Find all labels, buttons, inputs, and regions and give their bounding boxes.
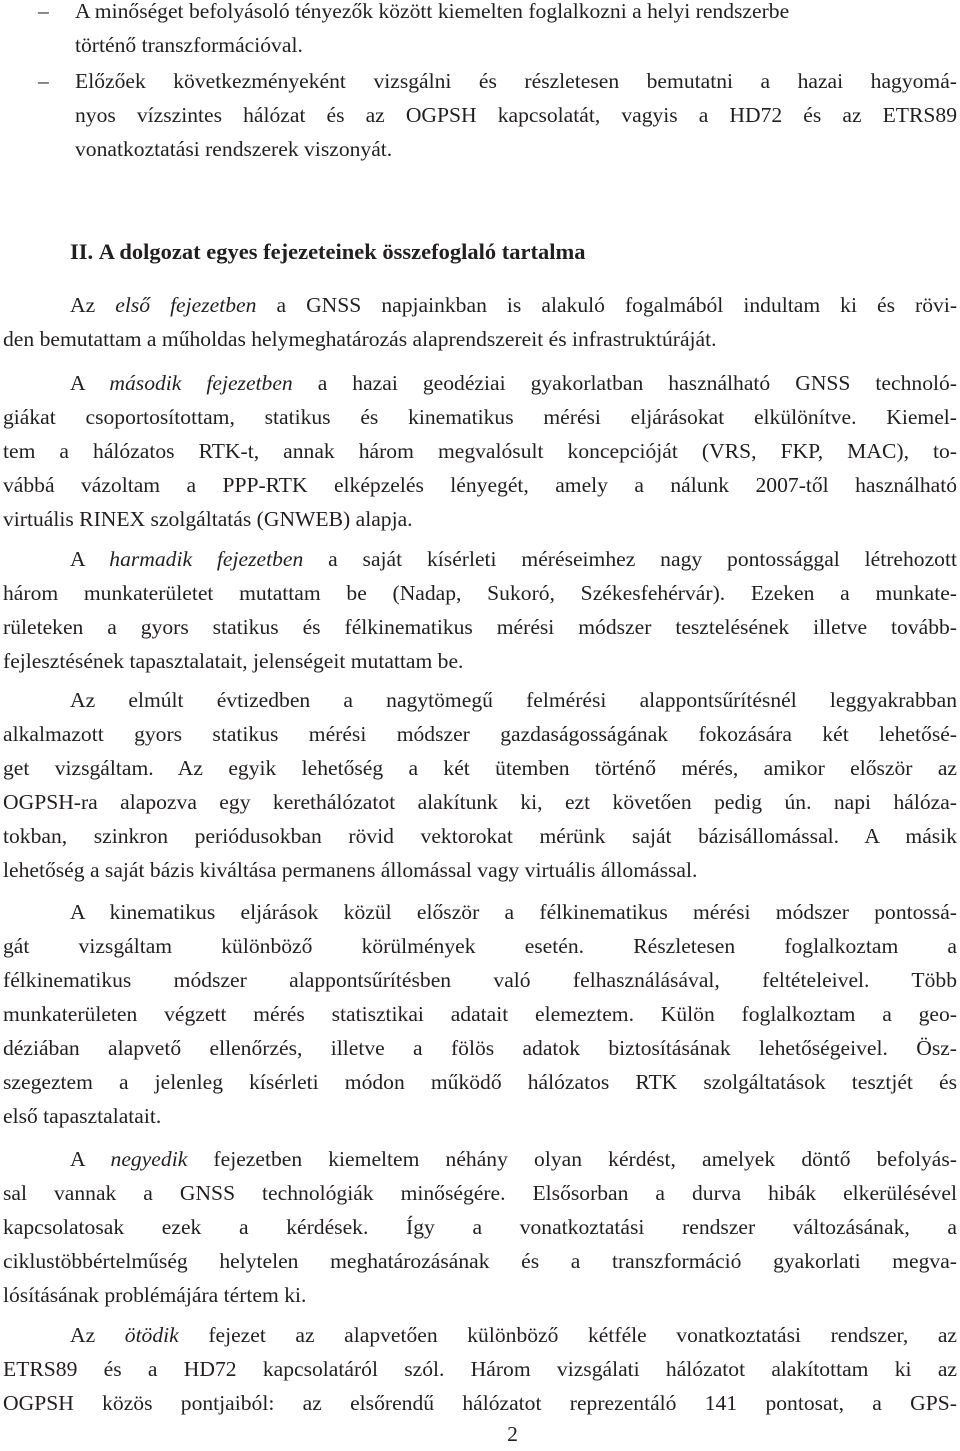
para6-line-2: sal vannak a GNSS technológiák minőségére. Elsősorban a durva hibák elkerülésével — [3, 1181, 957, 1205]
para7-line-3: OGPSH közös pontjaiból: az elsőrendű hálózatot reprezentáló 141 pontosat, a GPS- — [3, 1391, 957, 1415]
bullet-1-line-1: A minőséget befolyásoló tényezők között kiemelten foglalkozni a helyi rendszerbe — [75, 0, 790, 23]
section-number: II. — [70, 239, 94, 264]
section-title: A dolgozat egyes fejezeteinek összefoglaló tartalma — [98, 239, 586, 264]
para6-line-3: kapcsolatosak ezek a kérdések. Így a vonatkoztatási rendszer változásának, a — [3, 1215, 957, 1239]
para3-line-3: rületeken a gyors statikus és félkinematikus mérési módszer tesztelésének illetve tovább- — [3, 615, 957, 639]
bullet-dash: – — [38, 69, 49, 93]
bullet-dash: – — [38, 0, 49, 23]
bullet-1-line-2: történő transzformációval. — [75, 33, 303, 57]
para4-line-1: Az elmúlt évtizedben a nagytömegű felmérési alappontsűrítésnél leggyakrabban — [70, 688, 957, 712]
chapter-ref: negyedik — [110, 1147, 188, 1171]
para2-line-3: tem a hálózatos RTK-t, annak három megvalósult koncepcióját (VRS, FKP, MAC), to- — [3, 439, 957, 463]
para4-line-4: OGPSH-ra alapozva egy kerethálózatot alakítunk ki, ezt követően pedig ún. napi hálóza- — [3, 790, 957, 814]
bullet-2-line-2: nyos vízszintes hálózat és az OGPSH kapcsolatát, vagyis a HD72 és az ETRS89 — [75, 103, 957, 127]
para4-line-5: tokban, szinkron periódusokban rövid vektorokat mérünk saját bázisállomással. A másik — [3, 824, 957, 848]
para7-line-1: Az ötödik fejezet az alapvetően különböző kétféle vonatkoztatási rendszer, az — [70, 1323, 958, 1347]
para4-line-6: lehetőség a saját bázis kiváltása permanens állomással vagy virtuális állomással. — [3, 858, 698, 882]
section-heading — [70, 235, 586, 269]
chapter-ref: ötödik — [124, 1323, 179, 1347]
para5-line-6: szegeztem a jelenleg kísérleti módon működő hálózatos RTK szolgáltatások tesztjét és — [3, 1070, 957, 1094]
para5-line-7: első tapasztalatait. — [3, 1104, 162, 1128]
para4-line-2: alkalmazott gyors statikus mérési módszer gazdaságosságának fokozására két lehetősé- — [3, 722, 957, 746]
para3-line-2: három munkaterületet mutattam be (Nadap, Sukoró, Székesfehérvár). Ezeken a munkate- — [3, 581, 957, 605]
page-number: 2 — [507, 1422, 518, 1446]
para1-line-1: Az első fejezetben a GNSS napjainkban is alakuló fogalmából indultam ki és rövi- — [70, 293, 958, 317]
para5-line-5: déziában alapvető ellenőrzés, illetve a fölös adatok biztosításának lehetőségeivel. Ösz- — [3, 1036, 957, 1060]
para6-line-4: ciklustöbbértelműség helytelen meghatározásának és a transzformáció gyakorlati megva- — [3, 1249, 957, 1273]
para6-line-5: lósításának problémájára tértem ki. — [3, 1283, 307, 1307]
chapter-ref: harmadik fejezetben — [109, 547, 304, 571]
para5-line-3: félkinematikus módszer alappontsűrítésben való felhasználásával, feltételeivel. Több — [3, 968, 957, 992]
bullet-2-line-1: Előzőek következményeként vizsgálni és részletesen bemutatni a hazai hagyomá- — [75, 69, 957, 93]
para4-line-3: get vizsgáltam. Az egyik lehetőség a két ütemben történő mérés, amikor először az — [3, 756, 957, 780]
para5-line-1: A kinematikus eljárások közül először a félkinematikus mérési módszer pontossá- — [70, 900, 957, 924]
chapter-ref: első fejezetben — [115, 293, 257, 317]
para1-line-2: den bemutattam a műholdas helymeghatározás alaprendszereit és infrastruktúráját. — [3, 327, 717, 351]
para2-line-1: A második fejezetben a hazai geodéziai gyakorlatban használható GNSS technoló- — [70, 371, 957, 395]
para5-line-2: gát vizsgáltam különböző körülmények esetén. Részletesen foglalkoztam a — [3, 934, 957, 958]
para3-line-4: fejlesztésének tapasztalatait, jelenségeit mutattam be. — [3, 649, 464, 673]
para7-line-2: ETRS89 és a HD72 kapcsolatáról szól. Három vizsgálati hálózatot alakítottam ki az — [3, 1357, 957, 1381]
para5-line-4: munkaterületen végzett mérés statisztikai adatait elemeztem. Külön foglalkoztam a geo- — [3, 1002, 957, 1026]
para2-line-4: vábbá vázoltam a PPP-RTK elképzelés lényegét, amely a nálunk 2007-től használható — [3, 473, 957, 497]
para2-line-2: giákat csoportosítottam, statikus és kinematikus mérési eljárásokat elkülönítve. Kiemel- — [3, 405, 957, 429]
chapter-ref: második fejezetben — [109, 371, 293, 395]
para3-line-1: A harmadik fejezetben a saját kísérleti méréseimhez nagy pontossággal létrehozott — [70, 547, 957, 571]
para6-line-1: A negyedik fejezetben kiemeltem néhány olyan kérdést, amelyek döntő befolyás- — [70, 1147, 957, 1171]
para2-line-5: virtuális RINEX szolgáltatás (GNWEB) alapja. — [3, 507, 413, 531]
bullet-2-line-3: vonatkoztatási rendszerek viszonyát. — [75, 137, 393, 161]
